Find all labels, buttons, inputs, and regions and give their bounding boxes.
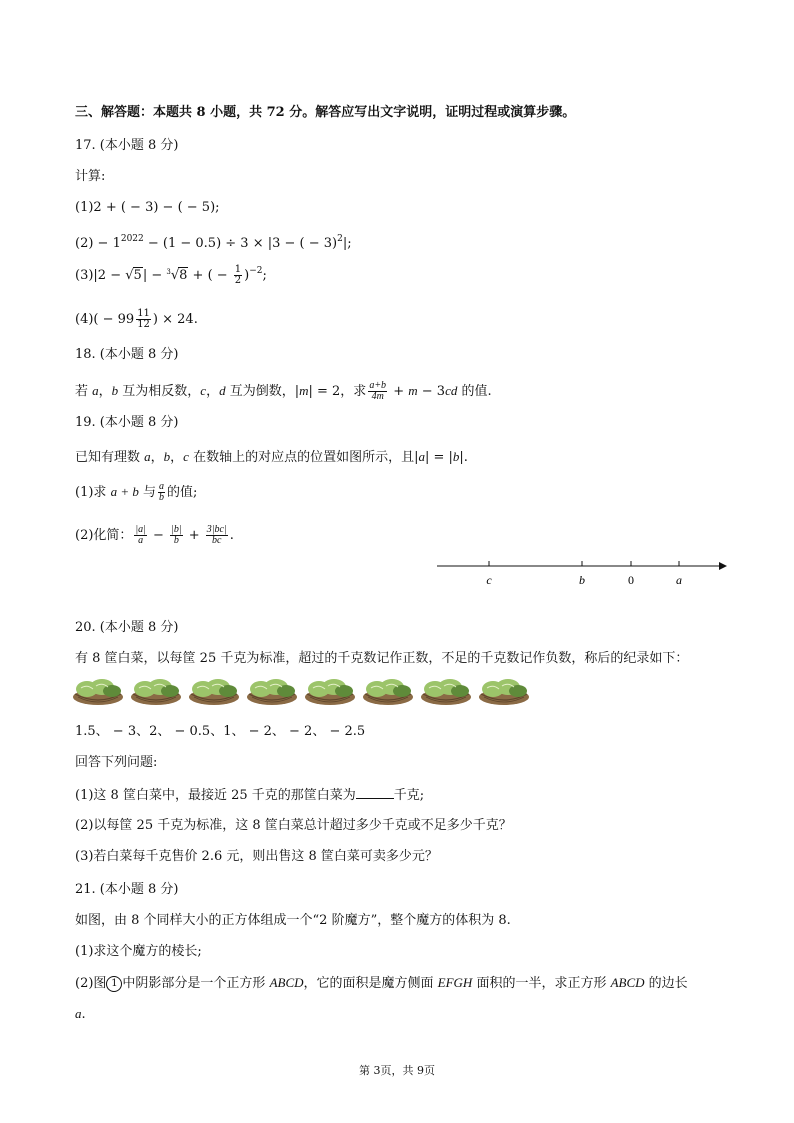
- q19-f2-num: |b|: [171, 524, 182, 535]
- q19-f1-den: a: [138, 535, 144, 546]
- q21-p2-b: 中阴影部分是一个正方形: [122, 976, 270, 991]
- q21-p2-a: (2)图: [75, 976, 107, 991]
- q17-p2-text-b: − (1 − 0.5) ÷ 3 × |3 − ( − 3): [143, 236, 338, 251]
- label-c: c: [486, 573, 492, 587]
- q21-p2-e: 的边长: [644, 976, 688, 991]
- q19-var-c: c: [183, 449, 189, 464]
- cabbage-basket-icon: [420, 676, 472, 706]
- q19-f3-num: 3|bc|: [206, 524, 227, 535]
- q19-part2: [75, 525, 234, 546]
- q21-p2-d: 面积的一半，求正方形: [472, 976, 611, 991]
- q17-prompt: 计算:: [75, 169, 106, 184]
- q17-p3-text-d: ): [244, 268, 250, 283]
- axis-arrow-icon: [719, 562, 727, 570]
- q21-efgh: EFGH: [437, 975, 473, 990]
- q17-part4: [75, 309, 198, 330]
- q18-title: 18. (本小题 8 分): [75, 347, 179, 362]
- q19-p1-b: 与: [138, 485, 156, 500]
- q19-t3: ，: [170, 450, 184, 465]
- label-a: a: [676, 573, 682, 587]
- q17-p3-numerator: 1: [234, 264, 242, 275]
- answer-blank: [356, 786, 394, 799]
- cabbage-basket-icon: [246, 676, 298, 706]
- q20-p1-a: (1)这 8 筐白菜中，最接近 25 千克的那筐白菜为: [75, 788, 356, 803]
- q18-t5: 互为倒数，|: [225, 384, 300, 399]
- q18-numerator: a+b: [369, 380, 387, 391]
- q18-t7: +: [389, 384, 409, 399]
- q19-f1: [134, 525, 147, 546]
- q18-var-b: b: [111, 383, 119, 398]
- q17-p3-text-c: + ( −: [188, 268, 232, 283]
- q19-f2-den: b: [173, 535, 179, 546]
- q18-fraction: [368, 381, 387, 402]
- q17-p3-radicand: 5: [133, 268, 142, 283]
- q19-var-a2: a: [418, 449, 425, 464]
- q19-part1: [75, 482, 197, 503]
- q17-p3-exponent: −2: [249, 266, 263, 276]
- q18-t9: 的值.: [457, 384, 492, 399]
- q19-p2-end: .: [229, 528, 234, 543]
- q19-body: [75, 448, 468, 467]
- q19-f3-den: bc: [212, 535, 222, 546]
- q18-denominator: 4m: [371, 391, 384, 402]
- q17-p3-fraction: [234, 265, 242, 286]
- q18-t1: 若: [75, 384, 93, 399]
- cabbage-basket-icon: [72, 676, 124, 706]
- q19-p2-plus: +: [184, 528, 204, 543]
- q19-t1: 已知有理数: [75, 450, 145, 465]
- cbrt-icon: √: [170, 268, 180, 283]
- number-line-diagram: [437, 552, 733, 592]
- q17-p4-text-a: (4)( − 99: [75, 312, 135, 327]
- cabbage-basket-icon: [304, 676, 356, 706]
- q19-var-a: a: [144, 449, 151, 464]
- q17-p2-text-c: |;: [342, 236, 352, 251]
- q19-p1-expr: a + b: [110, 484, 139, 499]
- q20-part2: (2)以每筐 25 千克为标准，这 8 筐白菜总计超过多少千克或不足多少千克？: [75, 818, 512, 833]
- q21-var-a: a: [75, 1006, 82, 1021]
- q19-p1-fraction: [158, 482, 165, 503]
- q21-period: .: [81, 1007, 86, 1022]
- q19-p1-a: (1)求: [75, 485, 111, 500]
- q19-t6: |.: [459, 450, 468, 465]
- q18-t4: ，: [206, 384, 220, 399]
- q17-part1: (1)2 + ( − 3) − ( − 5);: [75, 200, 220, 215]
- cabbage-basket-icon: [362, 676, 414, 706]
- q21-part2-cont: [75, 1005, 86, 1024]
- q17-p4-text-b: ) × 24.: [152, 312, 198, 327]
- circled-one-icon: 1: [106, 976, 122, 992]
- q18-body: [75, 381, 492, 402]
- q17-p4-numerator: 11: [137, 308, 150, 319]
- q19-p1-numerator: a: [158, 481, 164, 492]
- q20-p1-b: 千克;: [393, 788, 425, 803]
- q18-t2: ，: [98, 384, 112, 399]
- q17-title: 17. (本小题 8 分): [75, 138, 179, 153]
- q21-abcd2: ABCD: [610, 975, 645, 990]
- q18-var-d: d: [219, 383, 226, 398]
- cabbage-basket-row: [72, 676, 530, 706]
- label-zero: 0: [628, 573, 634, 587]
- q21-p2-c: ，它的面积是魔方侧面: [303, 976, 438, 991]
- q21-part1: (1)求这个魔方的棱长;: [75, 944, 202, 959]
- q17-p3-text-a: (3)|2 −: [75, 268, 126, 283]
- q18-var-a: a: [92, 383, 99, 398]
- q21-abcd: ABCD: [269, 975, 304, 990]
- q17-p3-text-e: ;: [262, 268, 267, 283]
- q19-p2-a: (2)化简：: [75, 528, 133, 543]
- q18-var-c: c: [200, 383, 207, 398]
- q19-f2: [170, 525, 183, 546]
- cabbage-basket-icon: [478, 676, 530, 706]
- q20-intro: 有 8 筐白菜，以每筐 25 千克为标准，超过的千克数记作正数，不足的千克数记作负数，称后的纪录如下：: [75, 651, 689, 666]
- page-footer: 第 3页，共 9页: [359, 1064, 435, 1077]
- q21-title: 21. (本小题 8 分): [75, 882, 179, 897]
- q21-part2: [75, 974, 688, 993]
- cabbage-basket-icon: [188, 676, 240, 706]
- q17-p4-fraction: [136, 309, 151, 330]
- q17-p2-text-a: (2) − 1: [75, 236, 121, 251]
- q17-p2-exponent: 2022: [120, 234, 144, 244]
- q17-p3-cube-radicand: 8: [179, 268, 188, 283]
- q19-f1-num: |a|: [135, 524, 146, 535]
- q17-p4-denominator: 12: [137, 319, 150, 330]
- q19-p1-denominator: b: [158, 492, 164, 503]
- q19-t2: ，: [150, 450, 164, 465]
- q20-record: 1.5、 − 3、2、 − 0.5、1、 − 2、 − 2、 − 2.5: [75, 724, 366, 739]
- q17-part2: [75, 230, 352, 253]
- q19-p2-minus: −: [148, 528, 169, 543]
- q18-t3: 互为相反数，: [118, 384, 201, 399]
- q19-var-b2: b: [452, 449, 460, 464]
- sqrt-icon: √: [125, 268, 134, 283]
- q20-title: 20. (本小题 8 分): [75, 620, 179, 635]
- cabbage-basket-icon: [130, 676, 182, 706]
- q17-p2-exponent2: 2: [337, 234, 343, 244]
- q20-part1: [75, 786, 424, 805]
- q19-t5: | = |: [424, 450, 453, 465]
- q18-var-m: m: [299, 383, 309, 398]
- q18-var-cd: cd: [445, 383, 458, 398]
- q19-p1-c: 的值;: [166, 485, 198, 500]
- q20-prompt: 回答下列问题:: [75, 755, 158, 770]
- q19-t4: 在数轴上的对应点的位置如图所示，且|: [188, 450, 419, 465]
- label-b: b: [579, 573, 585, 587]
- q21-intro: 如图，由 8 个同样大小的正方体组成一个“2 阶魔方”，整个魔方的体积为 8.: [75, 913, 511, 928]
- q17-part3: [75, 262, 267, 286]
- q18-t6: | = 2，求: [308, 384, 367, 399]
- q19-var-b: b: [163, 449, 171, 464]
- q17-p3-denominator: 2: [234, 275, 242, 286]
- q17-p3-text-b: | −: [142, 268, 167, 283]
- section-header: 三、解答题：本题共 8 小题，共 72 分。解答应写出文字说明，证明过程或演算步骤。: [75, 105, 576, 120]
- q18-t8: − 3: [417, 384, 446, 399]
- q20-part3: (3)若白菜每千克售价 2.6 元，则出售这 8 筐白菜可卖多少元？: [75, 849, 438, 864]
- q18-var-m2: m: [408, 383, 418, 398]
- q17-p3-root-index: 3: [166, 268, 171, 276]
- q19-f3: [206, 525, 228, 546]
- q19-title: 19. (本小题 8 分): [75, 415, 179, 430]
